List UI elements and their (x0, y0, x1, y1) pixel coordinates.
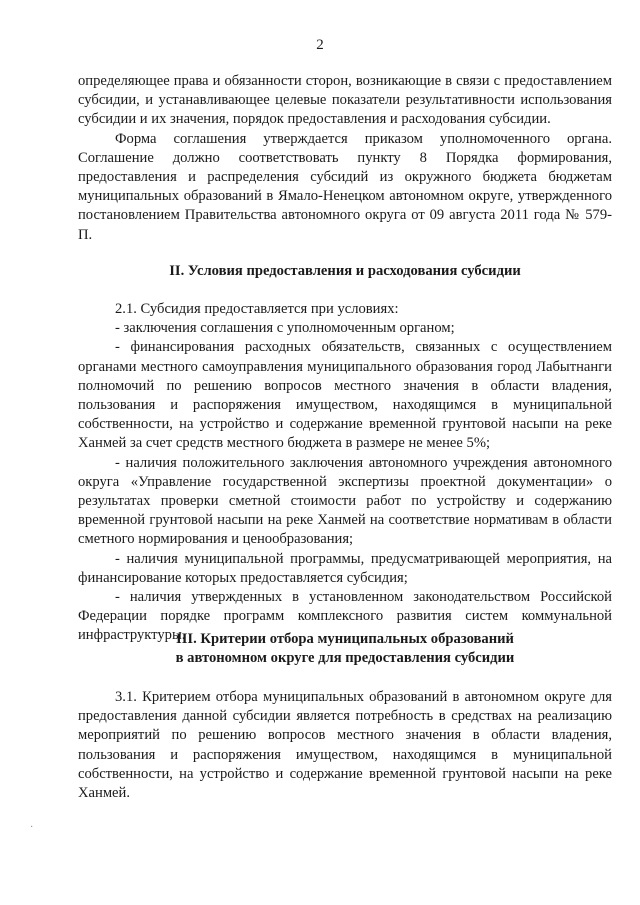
paragraph: определяющее права и обязанности сторон, возникающие в связи с предоставлением субсидии, и устанавливающее целевые показатели результативности использования субсидии и их значения, порядок предоставления и расходования субсидии. (78, 73, 612, 128)
paragraph: 2.1. Субсидия предоставляется при условиях: (115, 301, 399, 317)
paragraph: 3.1. Критерием отбора муниципальных образований в автономном округе для предоставления данной субсидии является потребность в средствах на реализацию мероприятий по решению вопросов местного значения в области владения, пользования и распоряжения имуществом, находящимся в муниципальной собственности, на устройство и содержание временной грунтовой насыпи на реке Ханмей. (78, 689, 612, 802)
paragraph: - наличия утвержденных в установленном законодательством Российской Федерации порядке программ комплексного развития систем коммунальной инфраструктуры. (78, 589, 612, 644)
margin-mark: · (30, 822, 34, 833)
paragraph: - наличия муниципальной программы, предусматривающей мероприятия, на финансирование которых предоставляется субсидия; (78, 550, 612, 586)
section2-heading: II. Условия предоставления и расходования субсидии (169, 263, 521, 279)
paragraph: Форма соглашения утверждается приказом уполномоченного органа. Соглашение должно соответствовать пункту 8 Порядка формирования, предоставления и распределения субсидий из окружного бюджета бюджетам муниципальных образований в Ямало-Ненецком автономном округе, утвержденного постановлением Правительства автономного округа от 09 августа 2011 года № 579-П. (78, 130, 612, 243)
paragraph: - заключения соглашения с уполномоченным органом; (115, 320, 455, 337)
page-number: 2 (316, 37, 324, 53)
section3-text (78, 688, 612, 803)
section2-text (78, 300, 612, 646)
section1-text (78, 72, 612, 245)
paragraph: - финансирования расходных обязательств, связанных с осуществлением органами местного самоуправления муниципального образования город Лабытнанги полномочий по решению вопросов местного значения в области владения, пользования и распоряжения имуществом, находящимся в муниципальной собственности, на устройство и содержание временной грунтовой насыпи на реке Ханмей за счет средств местного бюджета в размере не менее 5%; (78, 339, 612, 452)
paragraph: - наличия положительного заключения автономного учреждения автономного округа «Управление государственной экспертизы проектной документации» о результатах проверки сметной стоимости работ по устройству и содержанию временной грунтовой насыпи на реке Ханмей на соответствие нормативам в области сметного нормирования и ценообразования; (78, 454, 612, 548)
section3-heading: III. Критерии отбора муниципальных образований в автономном округе для предоставления субсидии (175, 631, 515, 667)
